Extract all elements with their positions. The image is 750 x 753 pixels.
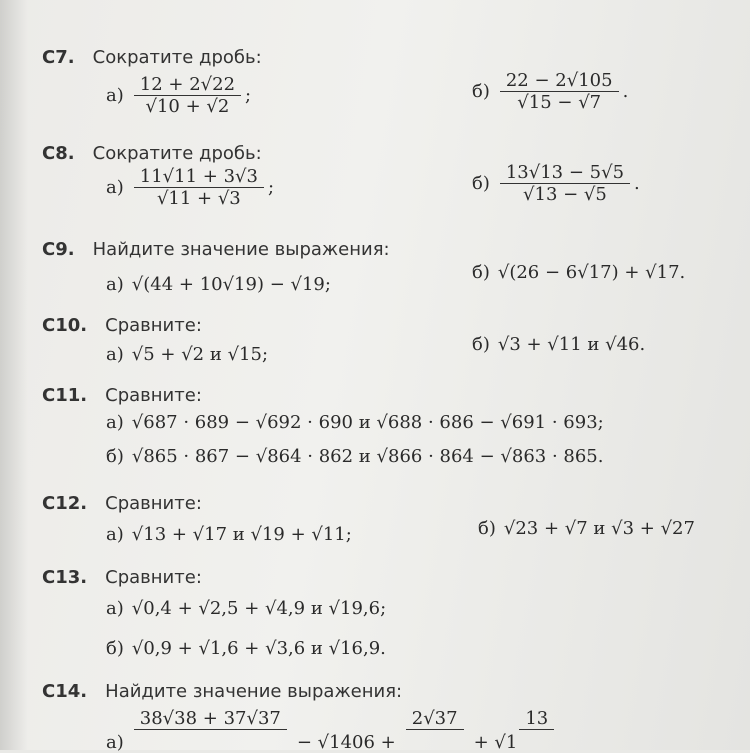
item-c12-b (478, 518, 695, 539)
problem-c8 (42, 142, 262, 164)
problem-label: С14. (42, 681, 88, 702)
expression: √865 · 867 − √864 · 862 и √866 · 864 − √863 · 865. (131, 446, 604, 467)
denominator: √15 − √7 (517, 92, 602, 113)
numerator: 22 − 2√105 (500, 70, 619, 92)
item-c9-b (472, 262, 685, 283)
expression: √0,4 + √2,5 + √4,9 и √19,6; (131, 598, 387, 619)
expression: √5 + √2 и √15; (131, 344, 269, 365)
punct: ; (267, 177, 275, 198)
problem-prompt: Сократите дробь: (92, 47, 262, 68)
fraction (500, 70, 619, 113)
expression: √(44 + 10√19) − √19; (131, 274, 331, 295)
fraction (500, 162, 630, 205)
problem-c13 (42, 566, 202, 588)
expression: √(26 − 6√17) + √17. (497, 262, 686, 283)
problem-c12 (42, 492, 202, 514)
problem-prompt: Сравните: (105, 567, 202, 588)
numerator: 11√11 + 3√3 (134, 166, 264, 188)
numerator: 13 (519, 708, 554, 730)
expression: √687 · 689 − √692 · 690 и √688 · 686 − √691 · 693; (131, 412, 604, 433)
numerator: 13√13 − 5√5 (500, 162, 630, 184)
problem-c11 (42, 384, 202, 406)
item-mark: а) (106, 85, 124, 106)
denominator: √11 + √3 (156, 188, 241, 209)
item-mark: б) (478, 518, 496, 539)
item-c13-b (106, 638, 386, 659)
item-c11-a (106, 412, 604, 433)
denominator (201, 730, 219, 751)
numerator: 2√37 (406, 708, 464, 730)
fraction (134, 74, 241, 117)
problem-prompt: Сравните: (105, 385, 202, 406)
fraction (134, 708, 287, 751)
item-mark: а) (106, 344, 124, 365)
fraction (519, 708, 554, 751)
item-c8-a (106, 166, 274, 209)
problem-c9 (42, 238, 390, 260)
item-c10-b (472, 334, 645, 355)
punct: ; (245, 85, 252, 106)
problem-prompt: Найдите значение выражения: (92, 239, 390, 260)
problem-label: С11. (42, 385, 88, 406)
expression: − √1406 + (296, 732, 396, 753)
item-mark: б) (472, 262, 490, 283)
problem-prompt: Найдите значение выражения: (105, 681, 403, 702)
problem-prompt: Сравните: (105, 493, 202, 514)
item-mark: а) (106, 598, 124, 619)
expression: √3 + √11 и √46. (497, 334, 646, 355)
item-mark: б) (472, 81, 490, 102)
problem-label: С10. (42, 315, 88, 336)
problem-prompt: Сократите дробь: (92, 143, 262, 164)
problem-label: С13. (42, 567, 88, 588)
item-c10-a (106, 344, 268, 365)
denominator: √10 + √2 (145, 96, 230, 117)
item-c14-a (106, 708, 556, 753)
item-c9-a (106, 274, 331, 295)
problem-label: С12. (42, 493, 88, 514)
problem-label: С7. (42, 47, 75, 68)
problem-c7 (42, 46, 262, 68)
item-mark: б) (472, 334, 490, 355)
item-mark: а) (106, 524, 124, 545)
problem-label: С9. (42, 239, 75, 260)
item-c8-b (472, 162, 640, 205)
denominator: √13 − √5 (523, 184, 607, 205)
item-c12-a (106, 524, 352, 545)
item-c7-a (106, 74, 251, 117)
problem-label: С8. (42, 143, 75, 164)
expression: √0,9 + √1,6 + √3,6 и √16,9. (131, 638, 386, 659)
page-shadow (0, 0, 28, 750)
fraction (406, 708, 464, 751)
punct: . (634, 173, 640, 194)
fraction (134, 166, 264, 209)
item-c11-b (106, 446, 603, 467)
expression: √13 + √17 и √19 + √11; (131, 524, 352, 545)
numerator: 38√38 + 37√37 (134, 708, 287, 730)
item-mark: а) (106, 274, 124, 295)
expression: √23 + √7 и √3 + √27 (503, 518, 695, 539)
item-mark: б) (472, 173, 490, 194)
denominator (528, 730, 546, 751)
expression: + √1 (473, 732, 518, 753)
item-mark: а) (106, 412, 124, 433)
numerator: 12 + 2√22 (134, 74, 241, 96)
problem-c14 (42, 680, 402, 702)
item-mark: а) (106, 732, 124, 753)
item-c7-b (472, 70, 628, 113)
item-mark: б) (106, 446, 124, 467)
item-mark: а) (106, 177, 124, 198)
problem-prompt: Сравните: (105, 315, 202, 336)
denominator (426, 730, 444, 751)
problem-c10 (42, 314, 202, 336)
punct: . (622, 81, 629, 102)
item-mark: б) (106, 638, 124, 659)
item-c13-a (106, 598, 386, 619)
